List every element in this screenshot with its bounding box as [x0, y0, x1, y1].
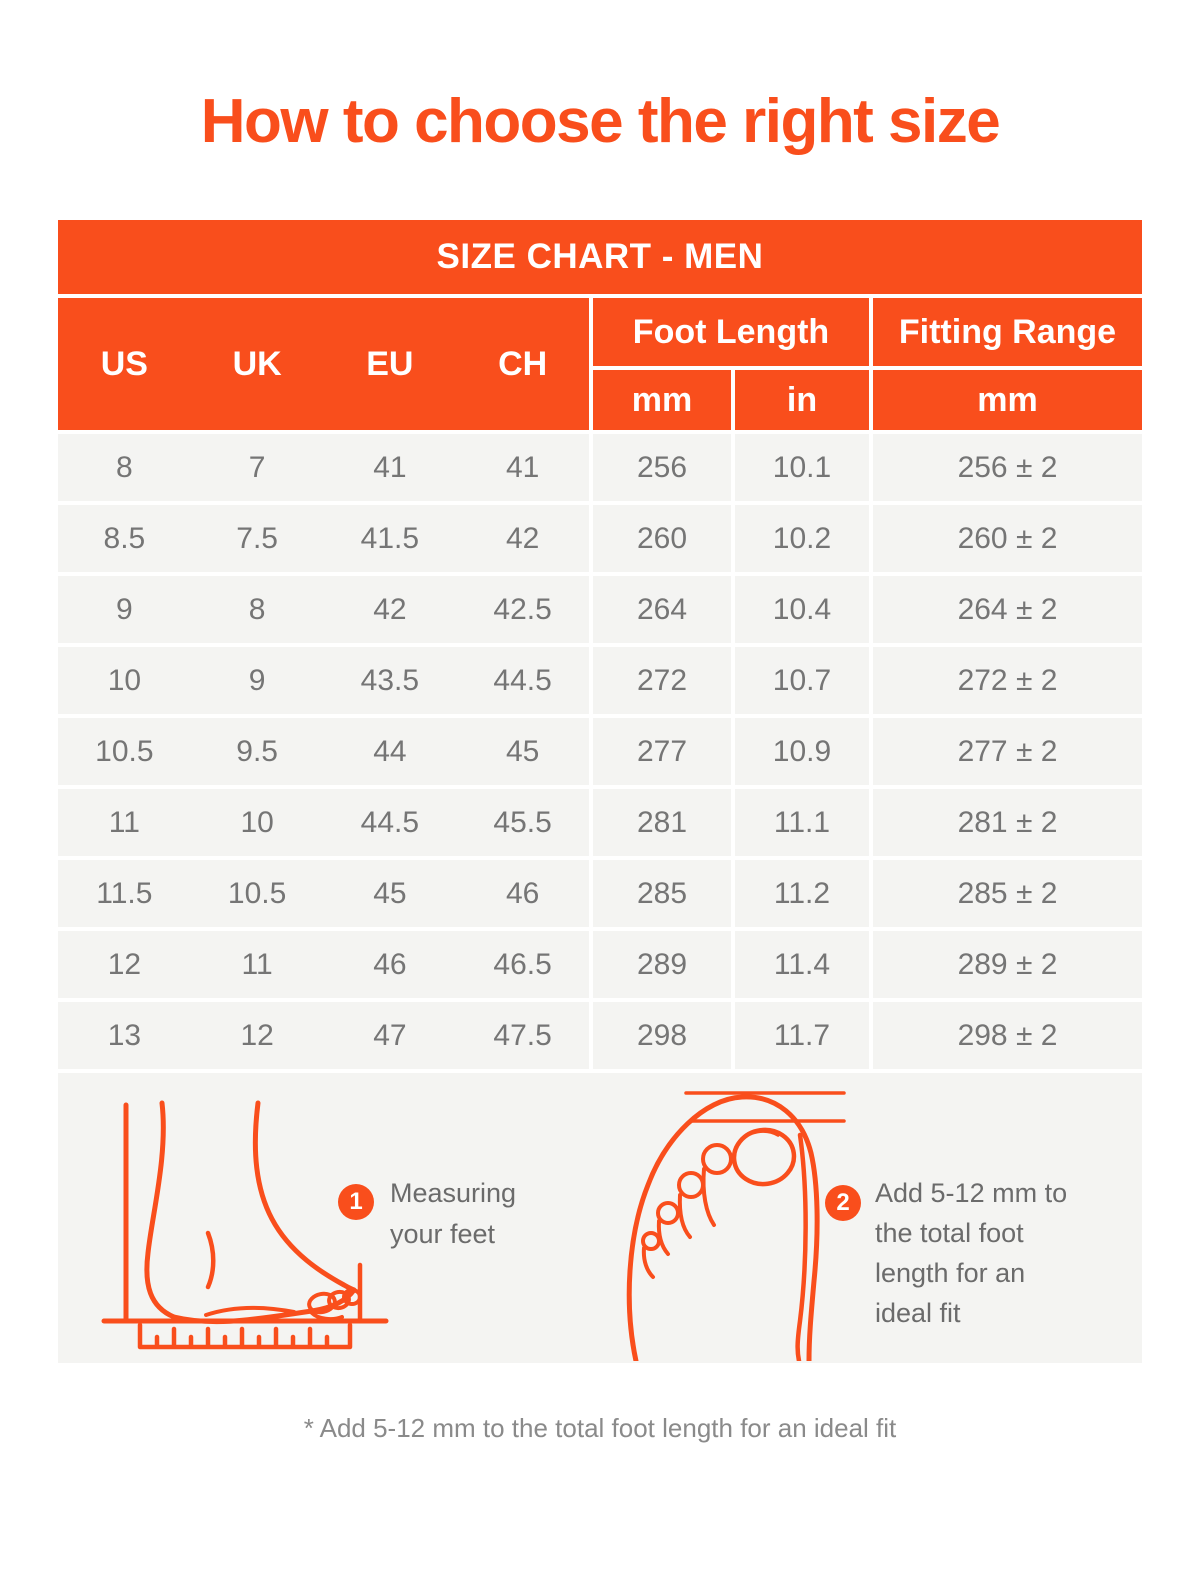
size-cells: [58, 1002, 589, 1069]
table-row: [58, 647, 1142, 714]
caption-line: the total foot: [875, 1218, 1024, 1248]
cell-foot-in: 11.2: [735, 860, 869, 927]
size-cells: [58, 576, 589, 643]
cell-us: 8: [116, 450, 133, 484]
cell-foot-mm: 260: [593, 505, 731, 572]
cell-eu: 46: [373, 947, 407, 981]
foot-top-view-icon: [608, 1085, 850, 1361]
step-1-badge: [338, 1184, 374, 1220]
caption-line: Add 5-12 mm to: [875, 1178, 1068, 1208]
cell-ch: 46.5: [493, 947, 552, 981]
cell-foot-in: 11.7: [735, 1002, 869, 1069]
table-row: [58, 931, 1142, 998]
col-subheader-foot-in: in: [735, 370, 869, 430]
measuring-instructions-panel: [58, 1073, 1142, 1363]
cell-uk: 7.5: [236, 521, 278, 555]
cell-eu: 44: [373, 734, 407, 768]
foot-side-measure-icon: [88, 1089, 400, 1351]
cell-fitting-range: 289 ± 2: [873, 931, 1142, 998]
cell-us: 8.5: [103, 521, 146, 555]
cell-eu: 41: [373, 450, 407, 484]
cell-foot-in: 10.1: [735, 434, 869, 501]
cell-fitting-range: 256 ± 2: [873, 434, 1142, 501]
cell-fitting-range: 260 ± 2: [873, 505, 1142, 572]
cell-fitting-range: 281 ± 2: [873, 789, 1142, 856]
size-chart-header: [58, 298, 1142, 430]
size-cells: [58, 860, 589, 927]
size-cells: [58, 718, 589, 785]
col-header-fitting-range: Fitting Range: [873, 298, 1142, 366]
table-row: [58, 1002, 1142, 1069]
col-header-uk: UK: [232, 344, 282, 383]
cell-foot-mm: 264: [593, 576, 731, 643]
cell-uk: 8: [248, 592, 266, 626]
size-cells: [58, 789, 589, 856]
size-cells: [58, 647, 589, 714]
cell-foot-in: 10.7: [735, 647, 869, 714]
size-chart-banner: SIZE CHART - MEN: [58, 220, 1142, 294]
caption-line: your feet: [390, 1219, 496, 1249]
size-chart-table: [58, 220, 1142, 1069]
table-row: [58, 434, 1142, 501]
cell-us: 12: [107, 947, 142, 981]
cell-ch: 45: [505, 734, 540, 768]
col-header-eu: EU: [366, 344, 414, 383]
col-header-foot-length: Foot Length: [593, 298, 869, 366]
cell-fitting-range: 298 ± 2: [873, 1002, 1142, 1069]
cell-ch: 42: [505, 521, 540, 555]
cell-us: 10: [107, 663, 142, 697]
cell-foot-mm: 281: [593, 789, 731, 856]
cell-ch: 45.5: [493, 805, 552, 839]
size-cells: [58, 931, 589, 998]
cell-eu: 44.5: [360, 805, 420, 839]
size-guide-infographic: [58, 86, 1142, 1444]
cell-foot-in: 10.9: [735, 718, 869, 785]
cell-foot-mm: 285: [593, 860, 731, 927]
cell-eu: 41.5: [360, 521, 420, 555]
cell-foot-mm: 298: [593, 1002, 731, 1069]
col-header-ch: CH: [498, 344, 548, 383]
cell-uk: 10: [240, 805, 274, 839]
table-row: [58, 718, 1142, 785]
cell-uk: 9.5: [236, 734, 278, 768]
step-1-number: 1: [349, 1188, 363, 1215]
caption-line: ideal fit: [875, 1298, 961, 1328]
table-row: [58, 860, 1142, 927]
size-cells: [58, 505, 589, 572]
cell-foot-in: 10.4: [735, 576, 869, 643]
cell-foot-mm: 256: [593, 434, 731, 501]
cell-ch: 42.5: [493, 592, 552, 626]
cell-us: 10.5: [95, 734, 154, 768]
cell-ch: 47.5: [493, 1018, 552, 1052]
step-2-number: 2: [836, 1189, 850, 1216]
cell-fitting-range: 264 ± 2: [873, 576, 1142, 643]
cell-eu: 45: [373, 876, 407, 910]
table-row: [58, 576, 1142, 643]
cell-uk: 10.5: [227, 876, 287, 910]
cell-us: 13: [107, 1018, 142, 1052]
cell-fitting-range: 272 ± 2: [873, 647, 1142, 714]
step-1-caption: [390, 1173, 516, 1255]
cell-ch: 41: [505, 450, 540, 484]
cell-uk: 12: [240, 1018, 274, 1052]
cell-foot-in: 11.4: [735, 931, 869, 998]
step-2-caption: [875, 1173, 1067, 1333]
cell-us: 11.5: [96, 876, 153, 910]
table-row: [58, 505, 1142, 572]
cell-ch: 44.5: [493, 663, 552, 697]
step-2-badge: [825, 1185, 861, 1221]
cell-uk: 11: [241, 947, 273, 981]
caption-line: length for an: [875, 1258, 1026, 1288]
cell-eu: 43.5: [360, 663, 420, 697]
footnote: * Add 5-12 mm to the total foot length for an ideal fit: [303, 1413, 897, 1443]
size-cells: [58, 434, 589, 501]
cell-foot-in: 11.1: [735, 789, 869, 856]
cell-foot-in: 10.2: [735, 505, 869, 572]
cell-eu: 47: [373, 1018, 407, 1052]
cell-fitting-range: 285 ± 2: [873, 860, 1142, 927]
cell-us: 11: [108, 805, 140, 839]
cell-foot-mm: 289: [593, 931, 731, 998]
cell-uk: 7: [248, 450, 266, 484]
size-systems-header: [58, 298, 589, 430]
cell-foot-mm: 277: [593, 718, 731, 785]
table-row: [58, 789, 1142, 856]
cell-uk: 9: [248, 663, 266, 697]
cell-us: 9: [116, 592, 133, 626]
col-header-us: US: [100, 344, 148, 383]
cell-eu: 42: [373, 592, 407, 626]
cell-ch: 46: [505, 876, 540, 910]
col-subheader-foot-mm: mm: [593, 370, 731, 430]
cell-foot-mm: 272: [593, 647, 731, 714]
page-title: How to choose the right size: [200, 87, 1000, 156]
cell-fitting-range: 277 ± 2: [873, 718, 1142, 785]
caption-line: Measuring: [390, 1178, 517, 1208]
col-subheader-fitting-mm: mm: [873, 370, 1142, 430]
